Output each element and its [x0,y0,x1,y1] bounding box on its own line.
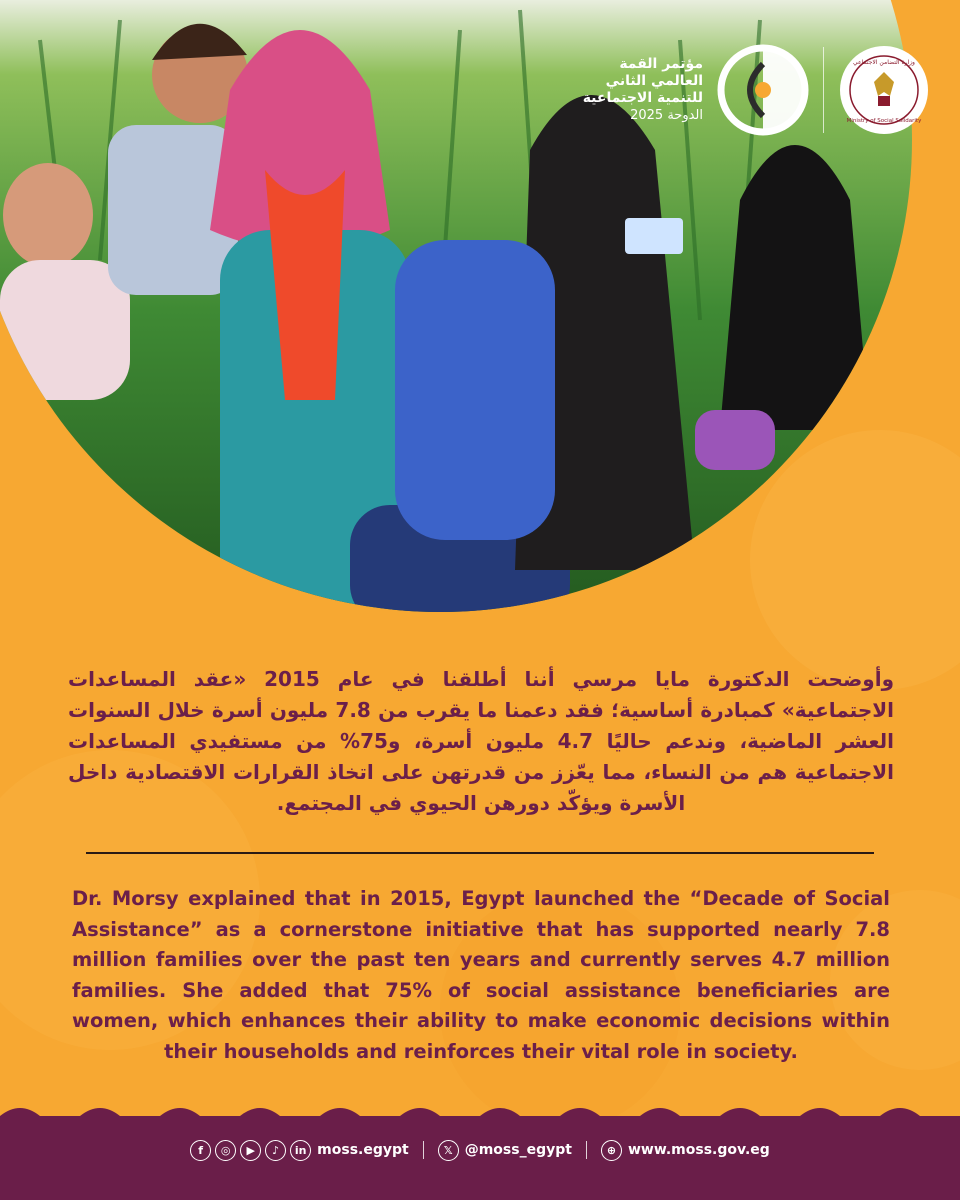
summit-line-4: الدوحة 2025 [630,108,703,123]
summit-logo-icon [717,44,809,136]
logo-divider [823,47,824,133]
summit-line-3: للتنمية الاجتماعية [582,90,703,106]
globe-icon[interactable]: ⊕ [601,1140,622,1161]
summit-title [583,56,703,124]
social-handle[interactable]: moss.egypt [317,1142,409,1158]
arabic-paragraph: وأوضحت الدكتورة مايا مرسي أننا أطلقنا في عام 2015 «عقد المساعدات الاجتماعية» كمبادرة أساسية؛ فقد دعمنا ما يقرب من 7.8 مليون أسرة خلال السنوات العشر الماضية، وندعم حاليًا 4.7 مليون أسرة، و75% من مستفيدي المساعدات الاجتماعية هم من النساء، مما يعّزز من قدرتهن على اتخاذ القرارات الاقتصادية داخل الأسرة ويؤكّد دورهن الحيوي في المجتمع. [68,667,895,815]
divider-line [86,852,874,854]
website-link[interactable]: www.moss.gov.eg [627,1142,770,1158]
footer-separator [423,1141,424,1159]
seal-text-en: Ministry of Social Solidarity [846,118,922,124]
instagram-icon[interactable]: ◎ [215,1140,236,1161]
x-icon[interactable]: 𝕏 [438,1140,459,1161]
tiktok-icon[interactable]: ♪ [265,1140,286,1161]
english-paragraph: Dr. Morsy explained that in 2015, Egypt launched the “Decade of Social Assistance” as a cornerstone initiative that has supported nearly 7.8 million families over the past ten years and currently serves 4.7 million families. She added that 75% of social assistance beneficiaries are women, which enhances their ability to make economic decisions within their households and reinforces their vital role in society. [72,887,890,1063]
footer-social [0,1134,960,1166]
x-handle[interactable]: @moss_egypt [464,1142,572,1158]
facebook-icon[interactable]: f [190,1140,211,1161]
ministry-seal-icon [838,44,930,136]
summit-line-1: مؤتمر القمة [619,56,703,72]
header-logos [583,40,930,140]
seal-text-ar: وزارة التضامن الاجتماعي [853,59,915,66]
footer-separator [586,1141,587,1159]
youtube-icon[interactable]: ▶ [240,1140,261,1161]
linkedin-icon[interactable]: in [290,1140,311,1161]
summit-line-2: العالمي الثاني [605,73,703,89]
